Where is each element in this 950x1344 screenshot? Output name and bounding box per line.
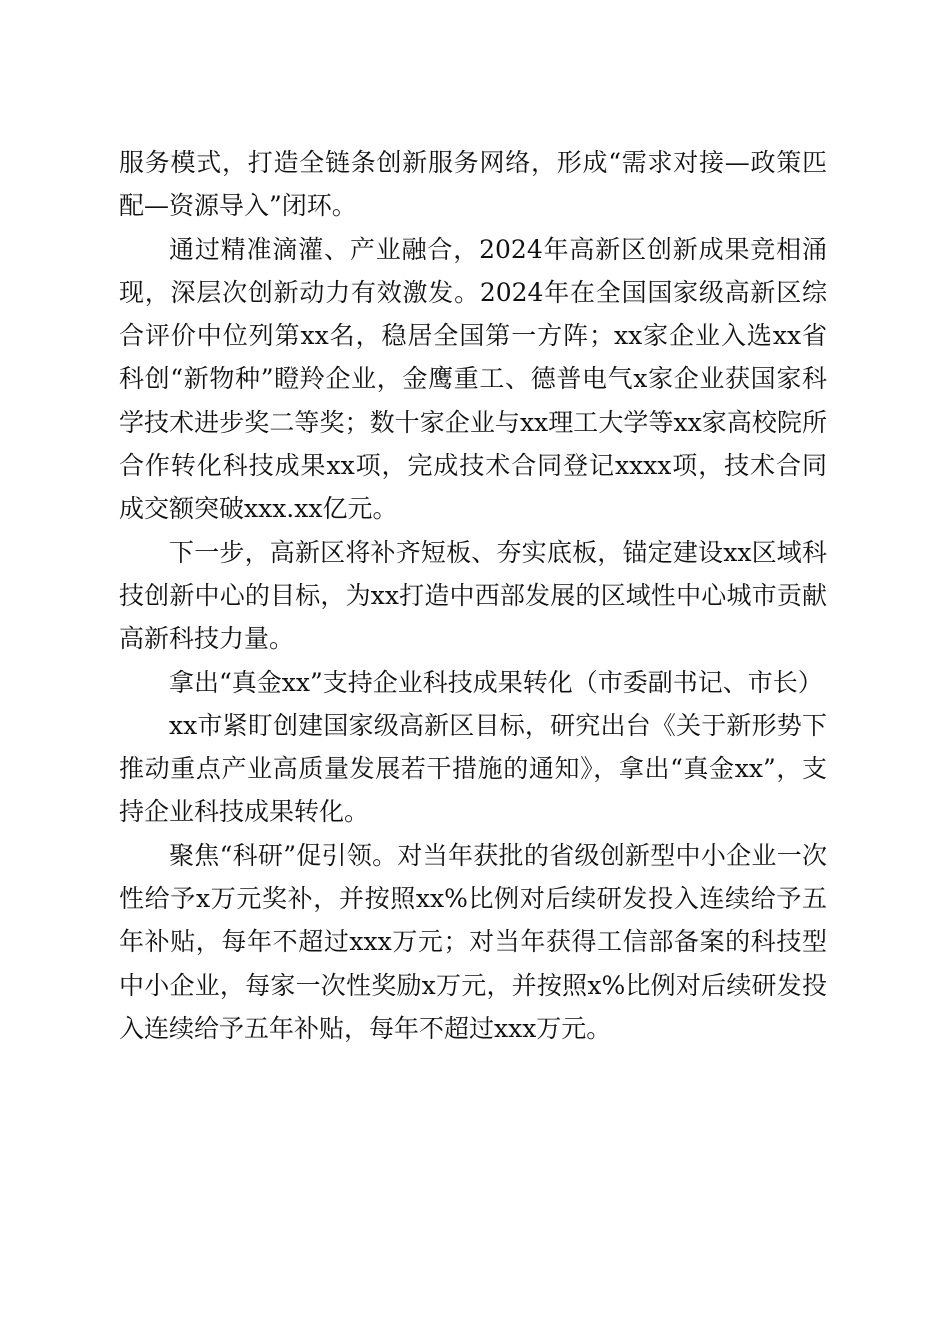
paragraph-policy-intro: xx市紧盯创建国家级高新区目标，研究出台《关于新形势下推动重点产业高质量发展若干措施的通知》，拿出“真金xx”，支持企业科技成果转化。 bbox=[119, 710, 827, 827]
paragraph-research-subsidy: 聚焦“科研”促引领。对当年获批的省级创新型中小企业一次性给予x万元奖补，并按照xx%比例对后续研发投入连续给予五年补贴，每年不超过xxx万元；对当年获得工信部备案的科技型中小企业，每家一次性奖励x万元，并按照x%比例对后续研发投入连续给予五年补贴，每年不超过xxx万元。 bbox=[119, 840, 827, 1043]
paragraph-innovation-results: 通过精准滴灌、产业融合，2024年高新区创新成果竞相涌现，深层次创新动力有效激发。2024年在全国国家级高新区综合评价中位列第xx名，稳居全国第一方阵；xx家企业入选xx省科创“新物种”瞪羚企业，金鹰重工、德普电气x家企业获国家科学技术进步奖二等奖；数十家企业与xx理工大学等xx家高校院所合作转化科技成果xx项，完成技术合同登记xxxx项，技术合同成交额突破xxx.xx亿元。 bbox=[119, 234, 827, 524]
paragraph-continued: 服务模式，打造全链条创新服务网络，形成“需求对接—政策匹配—资源导入”闭环。 bbox=[119, 148, 827, 221]
paragraph-next-step: 下一步，高新区将补齐短板、夯实底板，锚定建设xx区域科技创新中心的目标，为xx打造中西部发展的区域性中心城市贡献高新科技力量。 bbox=[119, 537, 827, 654]
document-body bbox=[119, 141, 827, 1050]
section-heading: 拿出“真金xx”支持企业科技成果转化（市委副书记、市长） bbox=[169, 667, 823, 697]
